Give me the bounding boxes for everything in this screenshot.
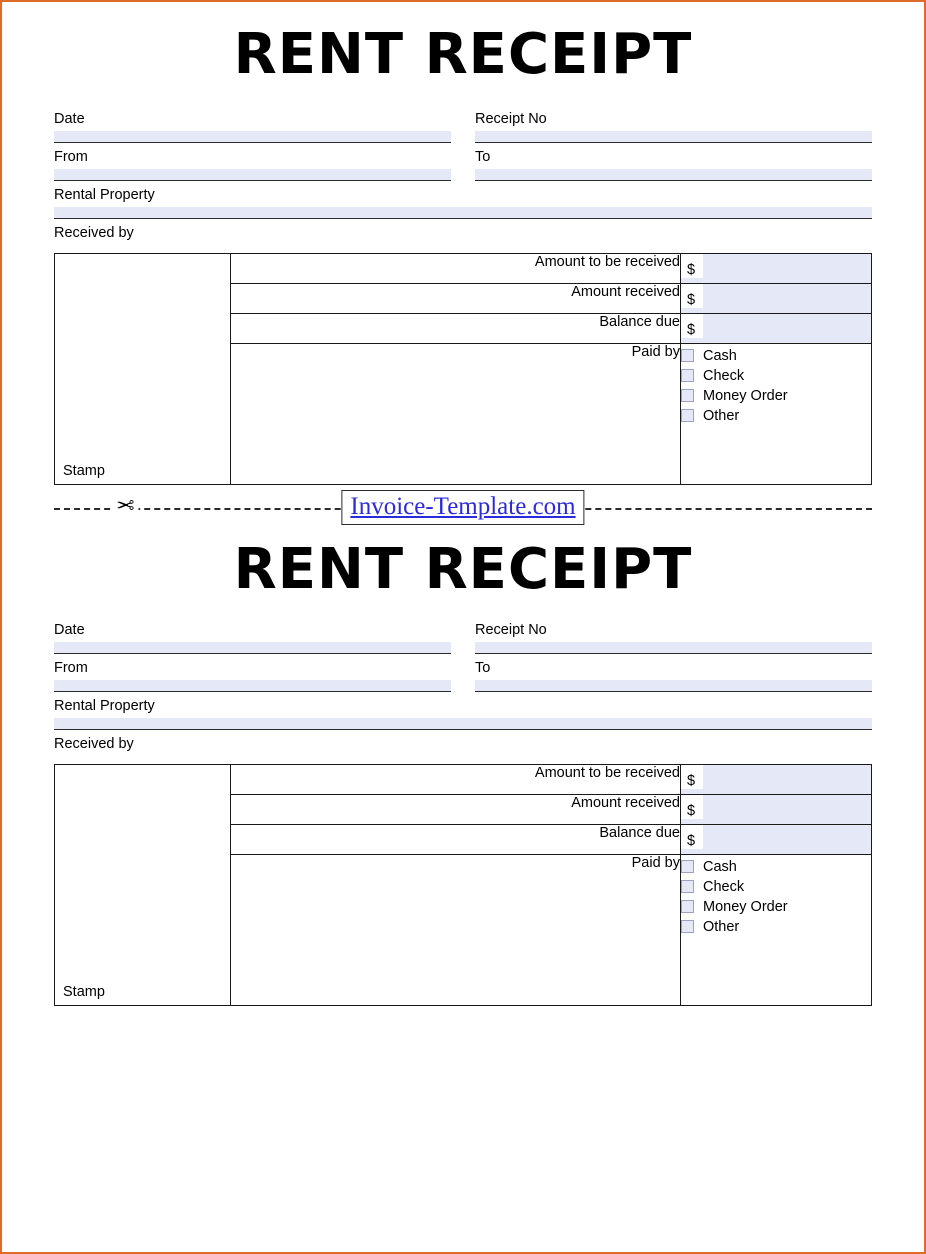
date-receipt-row-2: [54, 622, 872, 654]
received-by-row-1: [54, 225, 872, 245]
from-input-2[interactable]: [54, 680, 451, 692]
amount-received-input-2[interactable]: [681, 794, 872, 824]
payment-methods-1: [681, 343, 872, 484]
scissors-icon: ✂: [112, 495, 138, 517]
payment-method-check-1[interactable]: [681, 368, 871, 384]
amount-to-be-received-input-1[interactable]: [681, 253, 872, 283]
payment-method-label: Other: [703, 407, 740, 424]
payment-method-money-order-2[interactable]: [681, 899, 871, 915]
amount-fill-1b[interactable]: [703, 284, 871, 308]
payment-method-label: Check: [703, 878, 745, 895]
received-by-field-2[interactable]: [54, 736, 872, 756]
received-by-label-1: Received by: [54, 224, 134, 241]
receipt-no-field-1[interactable]: [475, 111, 872, 143]
date-field-2[interactable]: [54, 622, 451, 654]
rental-property-label-2: Rental Property: [54, 697, 155, 714]
checkbox-icon[interactable]: [681, 369, 694, 382]
payment-method-label: Check: [703, 367, 745, 384]
table-row: [55, 764, 872, 794]
from-field-2[interactable]: [54, 660, 451, 692]
amount-fill-1c[interactable]: [703, 314, 871, 338]
payment-method-cash-1[interactable]: [681, 348, 871, 364]
amount-received-label-1: Amount received: [231, 283, 681, 313]
receipt-no-field-2[interactable]: [475, 622, 872, 654]
amount-received-label-2: Amount received: [231, 794, 681, 824]
payment-method-label: Other: [703, 918, 740, 935]
from-field-1[interactable]: [54, 149, 451, 181]
currency-symbol-2a: $: [681, 765, 703, 789]
amount-to-be-received-label-2: Amount to be received: [231, 764, 681, 794]
stamp-cell-2[interactable]: [55, 764, 231, 1005]
balance-due-input-2[interactable]: [681, 824, 872, 854]
date-input-2[interactable]: [54, 642, 451, 654]
table-row: [55, 253, 872, 283]
to-input-1[interactable]: [475, 169, 872, 181]
page-title-1: RENT RECEIPT: [233, 22, 693, 87]
to-label-2: To: [475, 659, 491, 676]
stamp-cell-1[interactable]: [55, 253, 231, 484]
balance-due-label-1: Balance due: [231, 313, 681, 343]
page-title-2: RENT RECEIPT: [233, 536, 693, 602]
currency-symbol-2b: $: [681, 795, 703, 819]
amount-fill-1a[interactable]: [703, 254, 871, 278]
stamp-label-2: Stamp: [63, 983, 105, 1000]
rental-property-row-1: [54, 187, 872, 219]
receipt-no-label-1: Receipt No: [475, 110, 547, 127]
amount-to-be-received-label-1: Amount to be received: [231, 253, 681, 283]
received-by-row-2: [54, 736, 872, 756]
payment-method-money-order-1[interactable]: [681, 388, 871, 404]
from-to-row-2: [54, 660, 872, 692]
amounts-table-2: [54, 764, 872, 1006]
currency-symbol-1b: $: [681, 284, 703, 308]
payment-method-label: Cash: [703, 858, 737, 875]
rental-property-label-1: Rental Property: [54, 186, 155, 203]
stamp-label-1: Stamp: [63, 462, 105, 479]
from-label-1: From: [54, 148, 88, 165]
to-label-1: To: [475, 148, 491, 165]
from-label-2: From: [54, 659, 88, 676]
date-label-2: Date: [54, 621, 85, 638]
checkbox-icon[interactable]: [681, 409, 694, 422]
receipt-no-label-2: Receipt No: [475, 621, 547, 638]
date-field-1[interactable]: [54, 111, 451, 143]
payment-method-label: Cash: [703, 347, 737, 364]
date-input-1[interactable]: [54, 131, 451, 143]
checkbox-icon[interactable]: [681, 860, 694, 873]
balance-due-label-2: Balance due: [231, 824, 681, 854]
currency-symbol-1c: $: [681, 314, 703, 338]
receipt-no-input-2[interactable]: [475, 642, 872, 654]
from-input-1[interactable]: [54, 169, 451, 181]
to-field-2[interactable]: [475, 660, 872, 692]
payment-method-label: Money Order: [703, 387, 788, 404]
rental-property-input-1[interactable]: [54, 207, 872, 219]
paid-by-label-2: Paid by: [231, 854, 681, 1005]
checkbox-icon[interactable]: [681, 880, 694, 893]
received-by-label-2: Received by: [54, 735, 134, 752]
currency-symbol-1a: $: [681, 254, 703, 278]
checkbox-icon[interactable]: [681, 349, 694, 362]
receipt-copy-1: [54, 22, 872, 485]
to-field-1[interactable]: [475, 149, 872, 181]
rental-property-input-2[interactable]: [54, 718, 872, 730]
from-to-row-1: [54, 149, 872, 181]
payment-method-other-2[interactable]: [681, 919, 871, 935]
rental-property-row-2: [54, 698, 872, 730]
received-by-field-1[interactable]: [54, 225, 872, 245]
receipt-no-input-1[interactable]: [475, 131, 872, 143]
cut-line-row: [54, 489, 872, 527]
payment-method-check-2[interactable]: [681, 879, 871, 895]
date-receipt-row-1: [54, 111, 872, 143]
payment-method-cash-2[interactable]: [681, 859, 871, 875]
date-label-1: Date: [54, 110, 85, 127]
amount-received-input-1[interactable]: [681, 283, 872, 313]
balance-due-input-1[interactable]: [681, 313, 872, 343]
payment-methods-2: [681, 854, 872, 1005]
paid-by-label-1: Paid by: [231, 343, 681, 484]
amounts-table-1: [54, 253, 872, 485]
payment-method-other-1[interactable]: [681, 408, 871, 424]
to-input-2[interactable]: [475, 680, 872, 692]
currency-symbol-2c: $: [681, 825, 703, 849]
amount-fill-2a[interactable]: [703, 765, 871, 789]
brand-box[interactable]: [341, 490, 584, 525]
amount-to-be-received-input-2[interactable]: [681, 764, 872, 794]
brand-link[interactable]: Invoice-Template.com: [350, 492, 576, 520]
receipt-copy-2: [54, 536, 872, 1006]
payment-method-label: Money Order: [703, 898, 788, 915]
checkbox-icon[interactable]: [681, 900, 694, 913]
amount-fill-2b[interactable]: [703, 795, 871, 819]
amount-fill-2c[interactable]: [703, 825, 871, 849]
checkbox-icon[interactable]: [681, 389, 694, 402]
rental-property-field-2[interactable]: [54, 698, 872, 730]
rental-property-field-1[interactable]: [54, 187, 872, 219]
receipt-sheet: [2, 2, 924, 1252]
checkbox-icon[interactable]: [681, 920, 694, 933]
